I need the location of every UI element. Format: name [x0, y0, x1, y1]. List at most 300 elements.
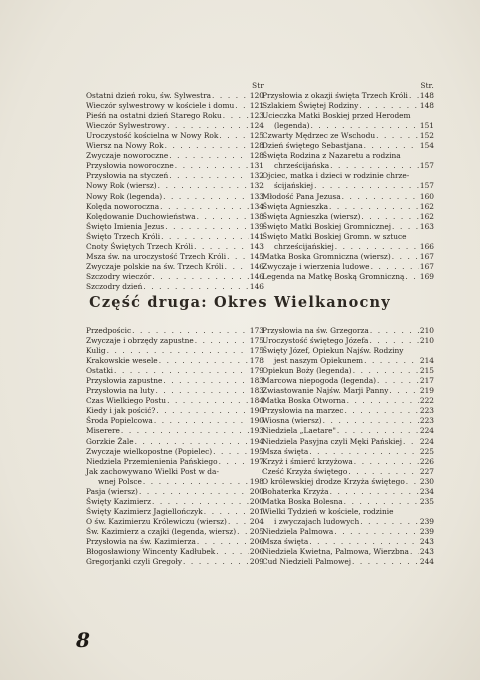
toc-entry-page: 183 [249, 376, 264, 386]
toc-entry-page: 141 [249, 231, 264, 241]
toc-entry [262, 386, 434, 396]
toc-entry [86, 386, 264, 396]
toc-entry [86, 242, 264, 252]
dot-leader [163, 376, 249, 386]
toc-column-part2-left [86, 326, 264, 567]
toc-entry-page: 131 [249, 161, 264, 171]
toc-entry-title: Pasja (wiersz) [86, 486, 138, 496]
dot-leader [132, 326, 249, 336]
toc-entry-page: 209 [249, 557, 264, 567]
toc-entry-page: 223 [419, 406, 434, 416]
toc-entry-page: 224 [419, 436, 434, 446]
toc-entry-title: Święty Kazimierz [86, 496, 151, 506]
toc-entry-title: Msza święta [262, 536, 309, 546]
dot-leader [364, 356, 419, 366]
toc-entry-page: 133 [249, 191, 264, 201]
toc-entry-page: 169 [419, 271, 434, 281]
toc-entry-title: Czwarty Mędrzec ze Wschodu [262, 131, 376, 141]
toc-entry [86, 497, 264, 507]
toc-entry-title: Jak zachowywano Wielki Post w da- [86, 466, 219, 476]
toc-entry-title: Szczodry dzień [86, 281, 143, 291]
toc-entry-page: 175 [249, 346, 264, 356]
dot-leader [348, 467, 419, 477]
toc-entry-title: Wielki Tydzień w kościele, rodzinie [262, 506, 394, 516]
toc-entry-title: Gregorjanki czyli Gregoły [86, 557, 183, 567]
toc-entry-title: Msza św. na uroczystość Trzech Króli [86, 251, 227, 261]
toc-entry-title: Przysłowia zapustne [86, 376, 163, 386]
toc-entry-page: 173 [249, 326, 264, 335]
toc-entry-title: Pieśń na ostatni dzień Starego Roku [86, 111, 222, 121]
toc-entry [262, 467, 434, 477]
dot-leader [309, 447, 419, 457]
toc-entry-page: 160 [419, 191, 434, 201]
toc-entry [86, 447, 264, 457]
toc-entry-title: Młodość Pana Jezusa [262, 191, 341, 201]
toc-entry-page: 222 [419, 396, 434, 406]
toc-entry-title: Niedziela Palmowa [262, 526, 334, 536]
toc-entry-page: 184 [249, 396, 264, 406]
toc-entry [86, 91, 264, 101]
toc-entry-title: Zwyczaje wielkopostne (Popielec) [86, 446, 213, 456]
toc-entry [262, 192, 434, 202]
toc-entry-title: Czas Wielkiego Postu [86, 396, 167, 406]
toc-entry-page: 152 [419, 131, 434, 141]
toc-entry-title: Kulig [86, 346, 106, 356]
toc-column-part1-right [262, 81, 434, 282]
dot-leader [344, 497, 419, 507]
dot-leader [360, 517, 419, 527]
dot-leader [167, 121, 249, 131]
toc-entry-title: Wiosna (wiersz) [262, 416, 322, 426]
dot-leader [194, 242, 249, 252]
toc-entry-page: 146 [249, 271, 264, 281]
toc-entry-title: O królewskiej drodze Krzyża świętego [262, 476, 405, 486]
toc-entry-title: Zwyczaje polskie na św. Trzech Króli [86, 261, 224, 271]
toc-entry-page: 167 [419, 251, 434, 261]
dot-leader [216, 547, 249, 557]
toc-entry [86, 272, 264, 282]
toc-entry-title: Zwiastowanie Najśw. Marji Panny [262, 386, 389, 396]
dot-leader [219, 457, 249, 467]
dot-leader [359, 101, 419, 111]
toc-entry [262, 232, 434, 242]
section-title: Część druga: Okres Wielkanocny [89, 294, 391, 311]
toc-entry-title: Krzyż i śmierć krzyżowa [262, 456, 353, 466]
toc-entry [86, 517, 264, 527]
toc-entry [86, 282, 264, 292]
toc-entry [86, 467, 264, 477]
toc-entry-page: 138 [249, 211, 264, 221]
dot-leader [228, 517, 249, 527]
toc-entry-page: 190 [249, 416, 264, 426]
toc-entry [86, 376, 264, 386]
dot-leader [143, 477, 249, 487]
toc-entry-page: 123 [249, 111, 264, 121]
toc-entry-title: Gorzkie Żale [86, 436, 134, 446]
dot-leader [225, 262, 249, 272]
toc-entry-page: 235 [419, 496, 434, 506]
toc-entry-title: wnej Polsce [98, 476, 142, 486]
toc-entry-title: Niedziela Kwietna, Palmowa, Wierzbna [262, 547, 409, 557]
dot-leader [107, 346, 249, 356]
toc-entry-title: Wieczór Sylwestrowy [86, 121, 167, 131]
toc-entry-title: Ucieczka Matki Boskiej przed Herodem [262, 111, 411, 121]
toc-entry-title: Kolędowanie Duchowieństwa [86, 211, 196, 221]
toc-entry [262, 517, 434, 527]
toc-entry-title: Przysłowia na styczeń [86, 171, 169, 181]
toc-entry-page: 225 [419, 446, 434, 456]
toc-entry [262, 537, 434, 547]
toc-entry-page: 146 [249, 261, 264, 271]
dot-leader [156, 406, 249, 416]
toc-entry-title: Przysłowia noworoczne [86, 161, 174, 171]
dot-leader [197, 212, 249, 222]
toc-entry [262, 406, 434, 416]
dot-leader [389, 386, 419, 396]
toc-entry-page: 239 [419, 526, 434, 536]
toc-entry [262, 121, 434, 131]
dot-leader [167, 396, 249, 406]
toc-entry-page: 227 [419, 466, 434, 476]
toc-entry-page: 163 [419, 221, 434, 231]
toc-entry-title: Ostatki [86, 366, 114, 376]
dot-leader [160, 202, 249, 212]
toc-entry-page: 162 [419, 201, 434, 211]
toc-entry-page: 121 [249, 101, 264, 111]
toc-entry-title: Święto Imienia Jezus [86, 221, 165, 231]
toc-entry-page: 157 [419, 181, 434, 191]
toc-entry [86, 547, 264, 557]
toc-entry-page: 179 [249, 366, 264, 376]
toc-entry [86, 141, 264, 151]
toc-entry [262, 91, 434, 101]
toc-entry [262, 507, 434, 517]
dot-leader [352, 557, 419, 567]
toc-entry-page: 148 [419, 91, 434, 101]
dot-leader [330, 487, 419, 497]
toc-entry [262, 326, 434, 336]
toc-entry-page: 205 [249, 526, 264, 536]
toc-entry-page: 224 [419, 426, 434, 436]
toc-entry-title: Szlakiem Świętej Rodziny [262, 101, 359, 111]
dot-leader [161, 232, 249, 242]
dot-leader [377, 376, 419, 386]
toc-entry-title: Nowy Rok (wiersz) [86, 181, 157, 191]
dot-leader [410, 547, 419, 557]
dot-leader [392, 252, 419, 262]
dot-leader [227, 252, 249, 262]
toc-entry-page: 234 [419, 486, 434, 496]
dot-leader [163, 192, 249, 202]
toc-entry-title: Miserere [86, 426, 120, 436]
toc-entry-page: 167 [419, 261, 434, 271]
toc-entry-title: Przysłowia na św. Grzegorza [262, 326, 369, 335]
toc-entry-page: 143 [249, 241, 264, 251]
dot-leader [169, 171, 249, 181]
toc-entry-title: Zwyczaje i obrzędy zapustne [86, 336, 194, 346]
toc-entry-page: 145 [249, 251, 264, 261]
dot-leader [175, 161, 249, 171]
toc-entry-title: Szczodry wieczór [86, 271, 152, 281]
toc-entry-page: 190 [249, 406, 264, 416]
toc-entry-page: 175 [249, 336, 264, 346]
dot-leader [213, 447, 249, 457]
toc-entry-title: Cnoty Świętych Trzech Króli [86, 241, 194, 251]
dot-leader [314, 181, 419, 191]
toc-entry-page: 198 [249, 476, 264, 486]
toc-entry-page: 201 [249, 506, 264, 516]
dot-leader [165, 141, 249, 151]
toc-entry [262, 557, 434, 567]
toc-entry-title: Opiekun Boży (legenda) [262, 366, 352, 376]
dot-leader [405, 272, 418, 282]
toc-entry [262, 356, 434, 366]
toc-entry-page: 204 [249, 516, 264, 526]
toc-entry-title: Dzień świętego Sebastjana [262, 141, 363, 151]
toc-entry-page: 197 [249, 456, 264, 466]
dot-leader [403, 437, 419, 447]
toc-entry-title: Kolęda noworoczna [86, 201, 160, 211]
toc-entry [262, 161, 434, 171]
toc-entry [86, 406, 264, 416]
toc-entry-page: 154 [419, 141, 434, 151]
toc-entry-page: 183 [249, 386, 264, 396]
toc-entry [262, 131, 434, 141]
toc-entry [86, 181, 264, 191]
dot-leader [361, 212, 419, 222]
toc-entry [262, 202, 434, 212]
toc-entry [262, 376, 434, 386]
toc-entry [262, 396, 434, 406]
dot-leader [223, 111, 249, 121]
dot-leader [212, 91, 249, 101]
toc-entry [86, 171, 264, 181]
page-number: 8 [76, 628, 90, 652]
toc-entry-title: Zwyczaje i wierzenia ludowe [262, 261, 370, 271]
dot-leader [114, 366, 249, 376]
dot-leader [311, 121, 419, 131]
toc-entry-page: 128 [249, 141, 264, 151]
toc-entry [86, 437, 264, 447]
toc-entry [86, 557, 264, 567]
toc-entry-page: 215 [419, 366, 434, 376]
dot-leader [159, 356, 249, 366]
dot-leader [329, 202, 419, 212]
toc-entry-title: Matka Boska Otworna [262, 396, 346, 406]
toc-entry [86, 477, 264, 487]
toc-entry-page: 124 [249, 121, 264, 131]
dot-leader [353, 366, 419, 376]
toc-entry-title: Święta Agnieszka [262, 201, 328, 211]
toc-entry-page: 206 [249, 547, 264, 557]
dot-leader [371, 262, 419, 272]
toc-entry [86, 121, 264, 131]
dot-leader [342, 192, 419, 202]
dot-leader [169, 151, 249, 161]
toc-entry-title: Wieczór sylwestrowy w kościele i domu [86, 101, 235, 111]
toc-entry-page: 132 [249, 181, 264, 191]
toc-entry [262, 242, 434, 252]
dot-leader [155, 386, 248, 396]
toc-entry-title: Uroczystość świętego Józefa [262, 336, 369, 346]
toc-entry [262, 457, 434, 467]
dot-leader [135, 437, 249, 447]
toc-entry-title: i zwyczajach ludowych [274, 516, 360, 526]
dot-leader [204, 507, 249, 517]
dot-leader [345, 406, 419, 416]
toc-entry-title: Wiersz na Nowy Rok [86, 141, 164, 151]
toc-entry [86, 426, 264, 436]
toc-entry [262, 111, 434, 121]
toc-entry-title: Matka Boska Gromniczna (wiersz) [262, 251, 391, 261]
toc-entry-title: Matka Boska Bolesna [262, 496, 343, 506]
dot-leader [392, 222, 419, 232]
toc-entry [262, 437, 434, 447]
toc-entry-title: Ojciec, matka i dzieci w rodzinie chrze- [262, 171, 410, 181]
toc-entry-page: 239 [419, 516, 434, 526]
toc-entry-page: 230 [419, 476, 434, 486]
toc-entry-title: Krakowskie wesele [86, 356, 158, 366]
toc-entry-page: 217 [419, 376, 434, 386]
toc-entry [262, 487, 434, 497]
toc-entry-title: ścijańskiej [274, 181, 314, 191]
toc-entry-title: Cud Niedzieli Palmowej [262, 557, 351, 567]
toc-entry-title: Niedziela Przemienienia Pańskiego [86, 456, 218, 466]
toc-entry-page: 193 [249, 426, 264, 436]
toc-entry [86, 396, 264, 406]
toc-entry-page: 206 [249, 536, 264, 546]
toc-entry-page: 210 [419, 326, 434, 335]
toc-entry [262, 101, 434, 111]
toc-entry-title: jest naszym Opiekunem [274, 356, 364, 366]
toc-entry-title: Środa Popielcowa [86, 416, 153, 426]
toc-entry-page: 244 [419, 557, 434, 567]
toc-entry-page: 219 [419, 386, 434, 396]
toc-entry [86, 151, 264, 161]
dot-leader [364, 141, 419, 151]
toc-entry-title: Przysłowia na marzec [262, 406, 344, 416]
dot-leader [219, 131, 249, 141]
toc-entry-page: 226 [419, 456, 434, 466]
toc-entry [262, 547, 434, 557]
toc-entry [262, 272, 434, 282]
toc-entry-title: Ostatni dzień roku, św. Sylwestra [86, 91, 212, 101]
toc-entry [262, 171, 434, 181]
toc-entry [262, 497, 434, 507]
toc-entry-page: 139 [249, 221, 264, 231]
dot-leader [195, 336, 249, 346]
toc-entry [86, 212, 264, 222]
toc-entry [86, 487, 264, 497]
toc-entry [86, 346, 264, 356]
toc-entry-page: 243 [419, 536, 434, 546]
toc-entry [262, 222, 434, 232]
dot-leader [323, 416, 419, 426]
dot-leader [369, 336, 418, 346]
toc-entry-page: 146 [249, 281, 264, 291]
toc-entry-title: Uroczystość kościelna w Nowy Rok [86, 131, 219, 141]
toc-entry-page: 132 [249, 171, 264, 181]
dot-leader [152, 272, 249, 282]
toc-entry-page: 162 [419, 211, 434, 221]
toc-entry-title: Przysłowia z okazji święta Trzech Króli [262, 91, 408, 101]
toc-entry-title: Msza święta [262, 446, 309, 456]
toc-entry [262, 346, 434, 356]
toc-entry-title: (legenda) [274, 121, 310, 131]
toc-entry [262, 181, 434, 191]
toc-entry-title: O św. Kazimierzu Królewiczu (wiersz) [86, 516, 227, 526]
toc-entry-page: 195 [249, 446, 264, 456]
toc-entry [86, 416, 264, 426]
dot-leader [337, 426, 419, 436]
toc-entry [86, 192, 264, 202]
toc-entry [262, 151, 434, 161]
toc-entry [86, 457, 264, 467]
toc-entry [86, 336, 264, 346]
dot-leader [347, 396, 419, 406]
toc-entry [86, 326, 264, 336]
toc-entry-page: 178 [249, 356, 264, 366]
toc-entry-page: 128 [249, 151, 264, 161]
toc-entry-title: Święta Agnieszka (wiersz) [262, 211, 361, 221]
toc-entry [262, 416, 434, 426]
toc-entry [262, 477, 434, 487]
toc-entry-title: Przysłowia na luty [86, 386, 155, 396]
toc-column-part2-right [262, 326, 434, 567]
toc-entry-page: 200 [249, 496, 264, 506]
toc-entry-title: Święty Józef, Opiekun Najśw. Rodziny [262, 346, 404, 356]
toc-entry-title: Nowy Rok (legenda) [86, 191, 163, 201]
toc-entry [86, 111, 264, 121]
dot-leader [354, 457, 419, 467]
toc-entry [262, 336, 434, 346]
toc-entry-title: Św. Kazimierz a czajki (legenda, wiersz) [86, 526, 237, 536]
toc-entry-title: chrześcijańskiej [274, 241, 334, 251]
dot-leader [158, 181, 249, 191]
toc-entry-title: Zwyczaje noworoczne [86, 151, 169, 161]
dot-leader [235, 101, 249, 111]
toc-entry [262, 366, 434, 376]
page-column-header: Str [252, 81, 264, 90]
page-column-header: Str. [420, 81, 434, 90]
dot-leader [152, 497, 249, 507]
toc-entry [86, 101, 264, 111]
toc-entry-page: 148 [419, 101, 434, 111]
toc-entry [86, 202, 264, 212]
toc-entry [86, 537, 264, 547]
toc-entry [262, 262, 434, 272]
toc-entry-title: Święty Kazimierz Jagiellończyk [86, 506, 203, 516]
toc-entry-page: 125 [249, 131, 264, 141]
toc-entry-title: Bohaterka Krzyża [262, 486, 329, 496]
toc-entry [262, 212, 434, 222]
toc-entry-title: Przysłowia na św. Kazimierza [86, 536, 196, 546]
toc-entry-page: 151 [419, 121, 434, 131]
toc-entry-title: chrześcijańska [274, 161, 330, 171]
toc-entry-page: 194 [249, 436, 264, 446]
dot-leader [139, 487, 249, 497]
dot-leader [237, 527, 249, 537]
toc-entry-title: Święto Trzech Króli [86, 231, 161, 241]
toc-entry [262, 527, 434, 537]
toc-entry [262, 141, 434, 151]
toc-entry [86, 356, 264, 366]
toc-entry-page: 223 [419, 416, 434, 426]
toc-entry-title: Święto Matki Boskiej Gromnicznej [262, 221, 392, 231]
toc-entry [86, 232, 264, 242]
toc-entry-page: 157 [419, 161, 434, 171]
toc-entry [86, 507, 264, 517]
